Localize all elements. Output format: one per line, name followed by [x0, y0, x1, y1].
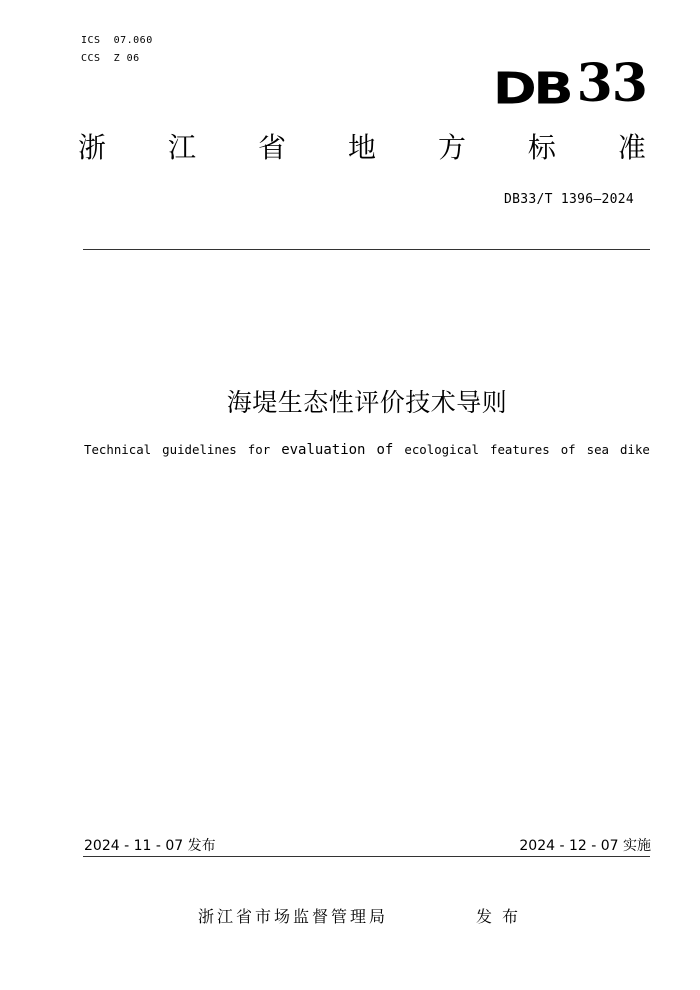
standard-type-char: 江 [167, 131, 196, 164]
publisher-name: 浙江省市场监督管理局 [198, 907, 389, 926]
english-title-word: sea [586, 442, 610, 457]
db33-logo [493, 53, 647, 114]
publish-label: 发布 [476, 907, 529, 926]
ccs-code: CCS Z 06 [81, 53, 140, 64]
standard-type-char: 标 [527, 131, 556, 164]
chinese-title: 海堤生态性评价技术导则 [226, 388, 508, 417]
standard-type-char: 浙 [78, 131, 107, 164]
ics-code: ICS 07.060 [81, 35, 153, 46]
standard-type-char: 准 [617, 131, 646, 164]
standard-type-char: 方 [437, 131, 466, 164]
standard-type-heading [78, 131, 646, 164]
logo-number: 33 [576, 53, 647, 114]
logo-letters: DB [493, 62, 571, 114]
standard-type-char: 省 [257, 131, 286, 164]
bottom-divider [83, 856, 650, 857]
english-title-word: of [376, 442, 394, 458]
english-title [84, 442, 650, 458]
implementation-date: 2024 - 12 - 07 实施 [519, 838, 651, 854]
english-title-word: dike [620, 442, 650, 457]
issue-date: 2024 - 11 - 07 发布 [84, 838, 216, 854]
english-title-word: features [490, 442, 550, 457]
standard-number: DB33/T 1396—2024 [503, 192, 634, 207]
english-title-word: ecological [404, 442, 479, 457]
english-title-word: Technical [84, 442, 152, 457]
english-title-word: guidelines [162, 442, 237, 457]
standard-type-char: 地 [347, 131, 376, 164]
top-divider [83, 249, 650, 250]
english-title-word: for [247, 442, 271, 457]
english-title-word: evaluation [281, 442, 366, 458]
english-title-word: of [560, 442, 576, 457]
